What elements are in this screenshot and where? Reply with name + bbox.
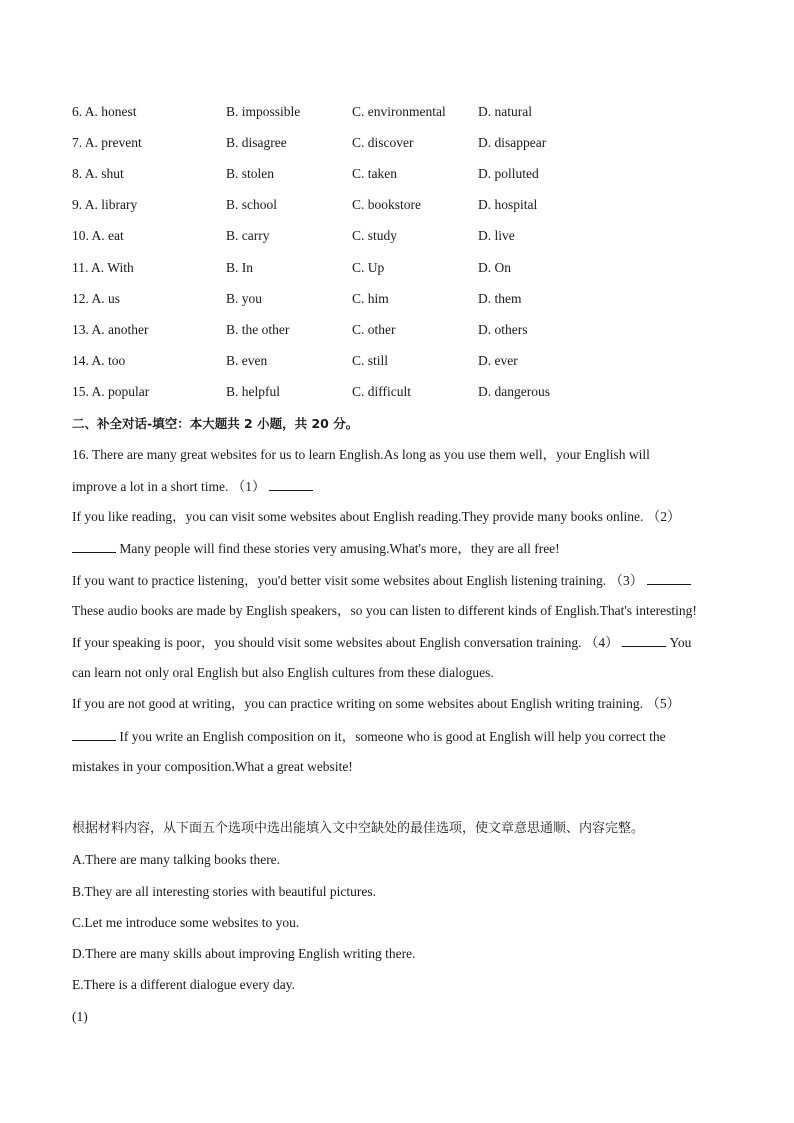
option-row bbox=[0, 320, 794, 340]
passage-line-11: mistakes in your composition.What a great website! bbox=[72, 759, 353, 774]
passage-line-7-text: If your speaking is poor，you should visit some websites about English conversation training. （4） bbox=[72, 635, 619, 650]
passage-line-4-text: Many people will find these stories very amusing.What's more，they are all free! bbox=[119, 541, 560, 556]
choice-c: C.Let me introduce some websites to you. bbox=[72, 915, 300, 930]
option-row bbox=[0, 226, 794, 246]
option-d: D. hospital bbox=[478, 197, 538, 212]
option-number-a: 11. A. With bbox=[72, 260, 134, 275]
option-d: D. On bbox=[478, 260, 511, 275]
option-number-a: 8. A. shut bbox=[72, 166, 124, 181]
blank-5[interactable] bbox=[72, 726, 116, 741]
option-d: D. them bbox=[478, 291, 522, 306]
option-number-a: 13. A. another bbox=[72, 322, 149, 337]
option-b: B. stolen bbox=[226, 166, 275, 181]
choice-a: A.There are many talking books there. bbox=[72, 852, 281, 867]
passage-line-7-tail: You bbox=[669, 635, 692, 650]
blank-3[interactable] bbox=[647, 570, 691, 585]
option-b: B. impossible bbox=[226, 104, 301, 119]
passage-line-4 bbox=[72, 538, 560, 559]
option-c: C. bookstore bbox=[352, 197, 421, 212]
option-c: C. Up bbox=[352, 260, 385, 275]
option-c: C. difficult bbox=[352, 384, 411, 399]
passage-line-2-text: improve a lot in a short time. （1） bbox=[72, 479, 266, 494]
choice-d: D.There are many skills about improving English writing there. bbox=[72, 946, 416, 961]
option-number-a: 6. A. honest bbox=[72, 104, 137, 119]
option-c: C. environmental bbox=[352, 104, 446, 119]
option-number-a: 9. A. library bbox=[72, 197, 138, 212]
passage-line-5-text: If you want to practice listening，you'd better visit some websites about English listening training. （3） bbox=[72, 573, 644, 588]
passage-line-10 bbox=[72, 726, 666, 747]
option-d: D. disappear bbox=[478, 135, 547, 150]
option-row bbox=[0, 351, 794, 371]
passage-line-8: can learn not only oral English but also English cultures from these dialogues. bbox=[72, 665, 494, 680]
option-number-a: 15. A. popular bbox=[72, 384, 150, 399]
option-number-a: 10. A. eat bbox=[72, 228, 124, 243]
option-row bbox=[0, 133, 794, 153]
option-c: C. discover bbox=[352, 135, 414, 150]
option-row bbox=[0, 195, 794, 215]
option-d: D. polluted bbox=[478, 166, 539, 181]
option-b: B. the other bbox=[226, 322, 290, 337]
option-row bbox=[0, 164, 794, 184]
option-number-a: 12. A. us bbox=[72, 291, 121, 306]
option-d: D. dangerous bbox=[478, 384, 550, 399]
option-b: B. even bbox=[226, 353, 268, 368]
option-d: D. others bbox=[478, 322, 528, 337]
option-c: C. still bbox=[352, 353, 389, 368]
option-row bbox=[0, 382, 794, 402]
option-b: B. helpful bbox=[226, 384, 280, 399]
instruction-text: 根据材料内容，从下面五个选项中选出能填入文中空缺处的最佳选项，使文章意思通顺、内容完整。 bbox=[72, 821, 645, 836]
option-d: D. natural bbox=[478, 104, 532, 119]
option-row bbox=[0, 289, 794, 309]
blank-4[interactable] bbox=[622, 632, 666, 647]
passage-line-10-text: If you write an English composition on it，someone who is good at English will help you correct the bbox=[119, 729, 666, 744]
blank-1[interactable] bbox=[269, 476, 313, 491]
option-row bbox=[0, 258, 794, 278]
passage-line-6: These audio books are made by English speakers，so you can listen to different kinds of English.That's interesting! bbox=[72, 603, 697, 618]
blank-2[interactable] bbox=[72, 538, 116, 553]
option-d: D. ever bbox=[478, 353, 518, 368]
option-b: B. school bbox=[226, 197, 278, 212]
option-b: B. you bbox=[226, 291, 263, 306]
passage-line-2 bbox=[72, 476, 313, 497]
option-c: C. study bbox=[352, 228, 398, 243]
option-c: C. taken bbox=[352, 166, 397, 181]
answer-label: (1) bbox=[72, 1009, 88, 1024]
option-row bbox=[0, 102, 794, 122]
option-b: B. disagree bbox=[226, 135, 287, 150]
option-d: D. live bbox=[478, 228, 515, 243]
passage-line-7 bbox=[72, 632, 691, 653]
section-title: 二、补全对话-填空：本大题共 2 小题，共 20 分。 bbox=[72, 416, 359, 431]
option-b: B. carry bbox=[226, 228, 270, 243]
passage-line-5 bbox=[72, 570, 691, 591]
option-b: B. In bbox=[226, 260, 253, 275]
option-number-a: 14. A. too bbox=[72, 353, 126, 368]
choice-e: E.There is a different dialogue every day. bbox=[72, 977, 296, 992]
option-c: C. other bbox=[352, 322, 396, 337]
passage-line-1: 16. There are many great websites for us to learn English.As long as you use them well，your English will bbox=[72, 447, 650, 462]
option-number-a: 7. A. prevent bbox=[72, 135, 142, 150]
option-c: C. him bbox=[352, 291, 389, 306]
choice-b: B.They are all interesting stories with beautiful pictures. bbox=[72, 884, 377, 899]
passage-line-9: If you are not good at writing，you can practice writing on some websites about English writing training. （5） bbox=[72, 696, 681, 711]
passage-line-3: If you like reading，you can visit some websites about English reading.They provide many books online. （2） bbox=[72, 509, 681, 524]
